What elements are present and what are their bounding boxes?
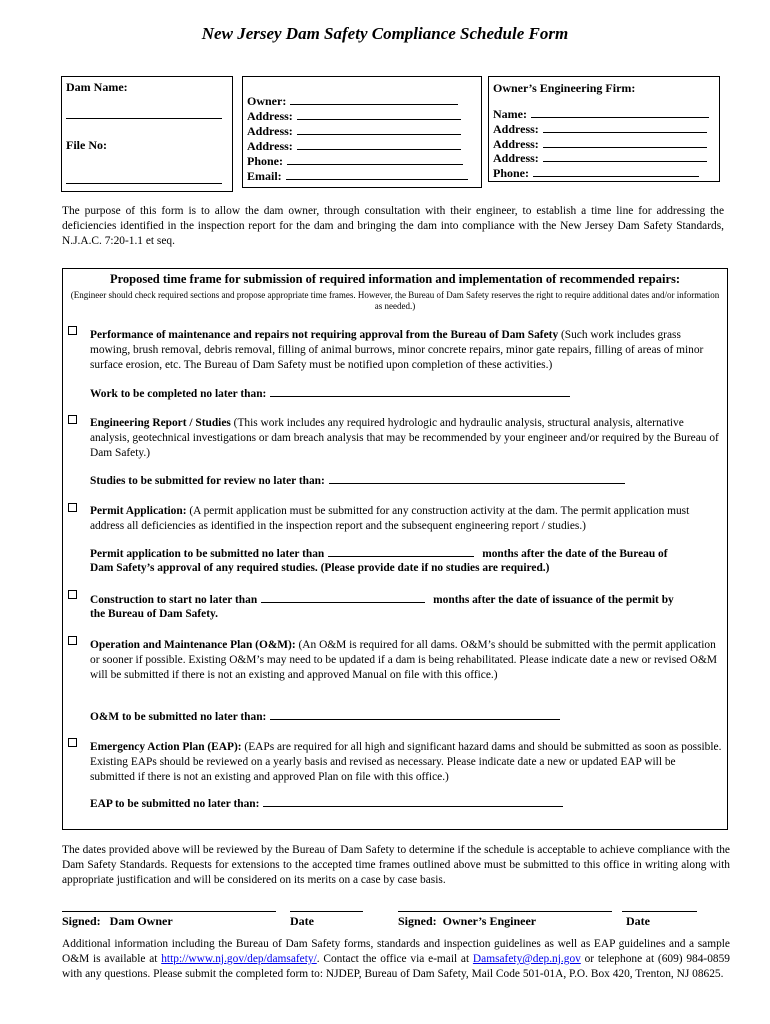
firm-address1-field[interactable] (543, 122, 707, 133)
construction-item: Construction to start no later than months after the date of issuance of the permit by (90, 594, 674, 606)
owner-email-label: Email: (247, 169, 468, 184)
om-plan-item (90, 638, 722, 683)
owner-signature-line[interactable] (62, 911, 276, 912)
firm-address3-field[interactable] (543, 151, 707, 162)
dam-name-label: Dam Name: (66, 80, 128, 94)
eap-checkbox[interactable] (68, 738, 77, 747)
owner-address2-field[interactable] (297, 124, 461, 135)
purpose-paragraph: The purpose of this form is to allow the dam owner, through consultation with their engineer, to establish a time line for addressing the deficiencies identified in the inspection report for the dam and bringing the dam into compliance with the New Jersey Dam Safety Standards, N.J.A.C. 7:20-1.1 et seq. (62, 205, 724, 247)
footer-paragraph: Additional information including the Bureau of Dam Safety forms, standards and inspection guidelines as well as EAP guidelines and a sample O&M is available at http://www.nj.gov/dep/damsafety/. Contact the office via e-mail at Damsafety@dep.nj.gov or telephone at (609) 984-0859 with any questions. Please submit the completed form to: NJDEP, Bureau of Dam Safety, Mail Code 501-01A, P.O. Box 420, Trenton, NJ 08625. (62, 938, 731, 980)
dam-name-field[interactable] (66, 108, 222, 119)
maintenance-due: Work to be completed no later than: (90, 386, 570, 402)
engineering-report-title: Engineering Report / Studies (90, 417, 231, 429)
owner-date-line[interactable] (290, 911, 363, 912)
owner-address1-label: Address: (247, 109, 461, 124)
om-date-field[interactable] (270, 709, 560, 720)
construction-checkbox[interactable] (68, 590, 77, 599)
om-plan-body: (An O&M is required for all dams. O&M’s should be submitted with the permit application or sooner if possible. Existing O&M’s may need to be updated if a dam is being rehabilitated. Please indicate date a new or revised O&M will be submitted if there is not an existing and approved Manual on file with this office.) (90, 639, 717, 681)
studies-due: Studies to be submitted for review no later than: (90, 473, 625, 489)
engineer-signature-label: Signed: Owner’s Engineer (398, 914, 537, 928)
eap-item (90, 740, 722, 785)
firm-address2-field[interactable] (543, 137, 707, 148)
eap-title: Emergency Action Plan (EAP): (90, 741, 242, 753)
permit-due-note: Dam Safety’s approval of any required studies. (Please provide date if no studies are required.) (90, 562, 550, 574)
firm-phone-field[interactable] (533, 166, 699, 177)
file-no-field[interactable] (66, 173, 222, 184)
om-plan-title: Operation and Maintenance Plan (O&M): (90, 639, 296, 651)
owner-address1-field[interactable] (297, 109, 461, 120)
page-title: New Jersey Dam Safety Compliance Schedule Form (201, 24, 569, 43)
damsafety-email-link[interactable]: Damsafety@dep.nj.gov (472, 953, 581, 965)
om-plan-checkbox[interactable] (68, 636, 77, 645)
firm-address1-label: Address: (493, 122, 707, 137)
firm-address2-label: Address: (493, 137, 707, 152)
owner-email-field[interactable] (286, 169, 468, 180)
permit-checkbox[interactable] (68, 503, 77, 512)
owner-address3-label: Address: (247, 139, 461, 154)
owner-label: Owner: (247, 94, 458, 109)
firm-address3-label: Address: (493, 151, 707, 166)
owner-field[interactable] (290, 94, 458, 105)
maintenance-body: (Such work includes grass mowing, brush removal, debris removal, filling of animal burrows, minor concrete repairs, minor gate repairs, filling of areas of minor surface erosion, etc. The Bureau of Dam Safety must be notified upon completion of these activities.) (90, 329, 704, 371)
owner-signature-label: Signed: Dam Owner (62, 914, 173, 928)
firm-name-label: Name: (493, 107, 709, 122)
engineer-signature-line[interactable] (398, 911, 612, 912)
owner-phone-field[interactable] (287, 154, 463, 165)
firm-name-field[interactable] (531, 107, 709, 118)
firm-heading: Owner’s Engineering Firm: (493, 81, 636, 95)
permit-title: Permit Application: (90, 505, 187, 517)
construction-months-field[interactable] (261, 592, 425, 603)
studies-date-field[interactable] (329, 473, 625, 484)
firm-phone-label: Phone: (493, 166, 699, 181)
owner-address2-label: Address: (247, 124, 461, 139)
section-heading: Proposed time frame for submission of required information and implementation of recommended repairs: (109, 272, 681, 286)
engineer-date-line[interactable] (622, 911, 697, 912)
owner-address3-field[interactable] (297, 139, 461, 150)
permit-months-field[interactable] (328, 546, 474, 557)
damsafety-website-link[interactable]: http://www.nj.gov/dep/damsafety/ (161, 953, 317, 965)
permit-item (90, 504, 726, 534)
engineer-date-label: Date (626, 914, 650, 928)
eap-due: EAP to be submitted no later than: (90, 796, 563, 812)
maintenance-date-field[interactable] (270, 386, 570, 397)
eap-body: (EAPs are required for all high and significant hazard dams and should be submitted as soon as possible. Existing EAPs should be reviewed on a yearly basis and revised as necessary. Please indicate date a new or updated EAP will be submitted if there is not an existing and approved Plan on file with this office.) (90, 741, 722, 783)
permit-body: (A permit application must be submitted for any construction activity at the dam. The permit application must address all deficiencies as identified in the inspection report and the subsequent engineering report / studies.) (90, 505, 690, 532)
engineering-report-item (90, 416, 722, 461)
owner-phone-label: Phone: (247, 154, 463, 169)
permit-due: Permit application to be submitted no later than months after the date of the Bureau of (90, 548, 668, 560)
owner-date-label: Date (290, 914, 314, 928)
construction-item-note: the Bureau of Dam Safety. (90, 608, 218, 620)
engineering-report-body: (This work includes any required hydrologic and hydraulic analysis, structural analysis, alternative analysis, geotechnical investigations or dam breach analysis that may be recommended by your engineer and/or required by the Bureau of Dam Safety.) (90, 417, 719, 459)
engineering-report-checkbox[interactable] (68, 415, 77, 424)
eap-date-field[interactable] (263, 796, 563, 807)
maintenance-item (90, 328, 722, 373)
section-subheading: (Engineer should check required sections and propose appropriate time frames. However, the Bureau of Dam Safety reserves the right to require additional dates and/or information as needed.) (70, 290, 720, 311)
maintenance-title: Performance of maintenance and repairs not requiring approval from the Bureau of Dam Safety (90, 329, 559, 341)
review-paragraph: The dates provided above will be reviewed by the Bureau of Dam Safety to determine if the schedule is acceptable to achieve compliance with the Dam Safety Standards. Requests for extensions to the accepted time frames outlined above must be submitted to this office in writing along with appropriate justification and will be considered on its merits on a case by case basis. (62, 844, 730, 886)
file-no-label: File No: (66, 138, 107, 152)
om-due: O&M to be submitted no later than: (90, 709, 560, 725)
maintenance-checkbox[interactable] (68, 326, 77, 335)
